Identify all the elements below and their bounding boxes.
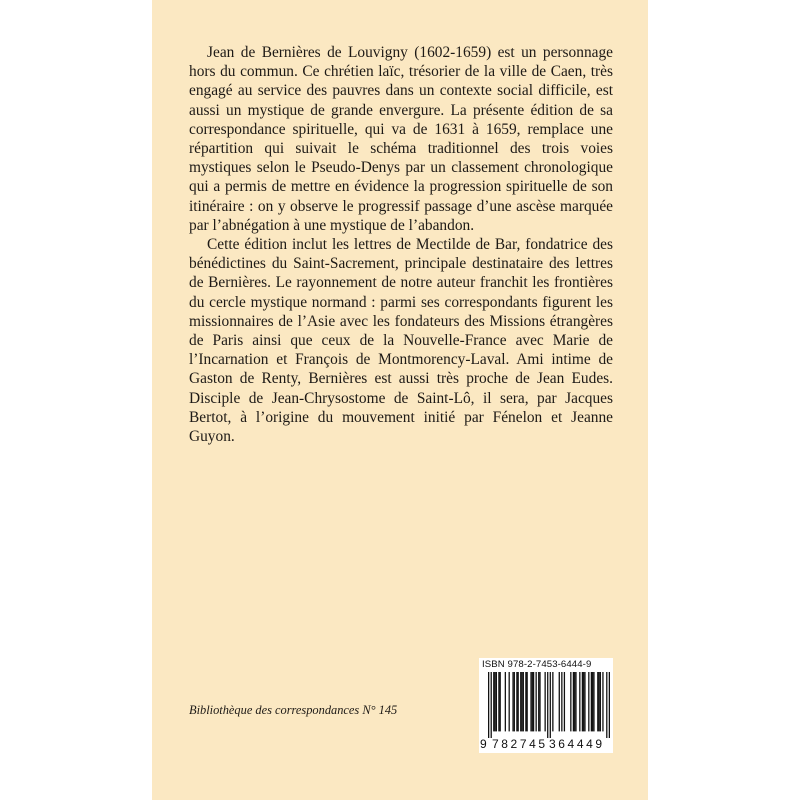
barcode-bar [532, 672, 533, 731]
ean-first-digit: 9 [480, 737, 487, 751]
ean-left-group: 782745 [492, 737, 548, 751]
barcode-bar [597, 672, 598, 731]
barcode-bar [545, 672, 546, 731]
barcode-bar [552, 672, 553, 731]
barcode-bar [494, 672, 495, 731]
barcode-bar [583, 672, 584, 731]
barcode-bar [591, 672, 592, 731]
barcode-bar [509, 672, 510, 731]
barcode-bar [575, 672, 576, 731]
barcode-bar [570, 672, 571, 731]
barcode-bar [512, 672, 513, 731]
barcode-bar [564, 672, 565, 731]
barcode-bar [498, 672, 499, 731]
barcode-bar [525, 672, 526, 731]
barcode-bar [550, 672, 551, 738]
barcode-bar [520, 672, 521, 731]
barcode-bar [579, 672, 580, 731]
barcode-bar [539, 672, 540, 731]
barcode-bar [536, 672, 537, 731]
barcode-bar [530, 672, 531, 731]
barcode-bar [521, 672, 522, 731]
barcode-bar [561, 672, 562, 731]
barcode-bar [538, 672, 539, 731]
blurb-paragraph-2: Cette édition inclut les lettres de Mectilde de Bar, fondatrice des bénédictines du Saint-Sacrement, principale destinataire des lettres de Bernières. Le rayonnement de notre auteur franchit les frontières du cercle mystique normand : parmi ses correspondants figurent les missionnaires de l’Asie avec les fondateurs des Missions étrangères de Paris ainsi que ceux de la Nouvelle-France avec Marie de l’Incarnation et François de Montmorency-Laval. Ami intime de Gaston de Renty, Bernières est aussi très proche de Jean Eudes. Disciple de Jean-Chrysostome de Saint-Lô, il sera, par Jacques Bertot, à l’origine du mouvement initié par Fénelon et Jeanne Guyon. [189, 236, 613, 446]
barcode-bar [488, 672, 489, 738]
barcode-bar [598, 672, 599, 731]
blurb-paragraph-1: Jean de Bernières de Louvigny (1602-1659) est un personnage hors du commun. Ce chrétien laïc, trésorier de la ville de Caen, très engagé au service des pauvres dans un contexte social difficile, est aussi un mystique de grande envergure. La présente édition de sa correspondance spirituelle, qui va de 1631 à 1659, remplace une répartition qui suivait le schéma traditionnel des trois voies mystiques selon le Pseudo-Denys par un classement chronologique qui a permis de mettre en évidence la progression spirituelle de son itinéraire : on y observe le progressif passage d’une ascèse marquée par l’abnégation à une mystique de l’abandon. [189, 44, 613, 234]
barcode-bar [573, 672, 574, 731]
barcode-bar [606, 672, 607, 738]
barcode-bar [514, 672, 515, 731]
barcode-bar [493, 672, 494, 731]
ean-right-group: 364449 [549, 737, 605, 751]
barcode-bar [584, 672, 585, 731]
blurb-text [189, 43, 613, 446]
barcode-bar [593, 672, 594, 731]
series-label: Bibliothèque des correspondances N° 145 [189, 703, 398, 717]
barcode-bar [523, 672, 524, 731]
barcode-bar [559, 672, 560, 731]
ean-digits [480, 737, 612, 751]
barcode-bar [600, 672, 601, 731]
barcode-bar [500, 672, 501, 731]
barcode-bar [527, 672, 528, 731]
barcode-bar [609, 672, 610, 738]
barcode-bar [505, 672, 506, 731]
barcode-bar [588, 672, 589, 731]
barcode-bar [547, 672, 548, 738]
barcode-bar [592, 672, 593, 731]
barcode-bar [516, 672, 517, 731]
barcode-bar [518, 672, 519, 731]
barcode-bars [488, 672, 610, 738]
barcode-bar [533, 672, 534, 731]
barcode-bar [574, 672, 575, 731]
isbn-label: ISBN 978-2-7453-6444-9 [482, 659, 592, 670]
barcode-bar [582, 672, 583, 731]
barcode-bar [491, 672, 492, 738]
barcode-bar [602, 672, 603, 731]
barcode-bar [496, 672, 497, 731]
